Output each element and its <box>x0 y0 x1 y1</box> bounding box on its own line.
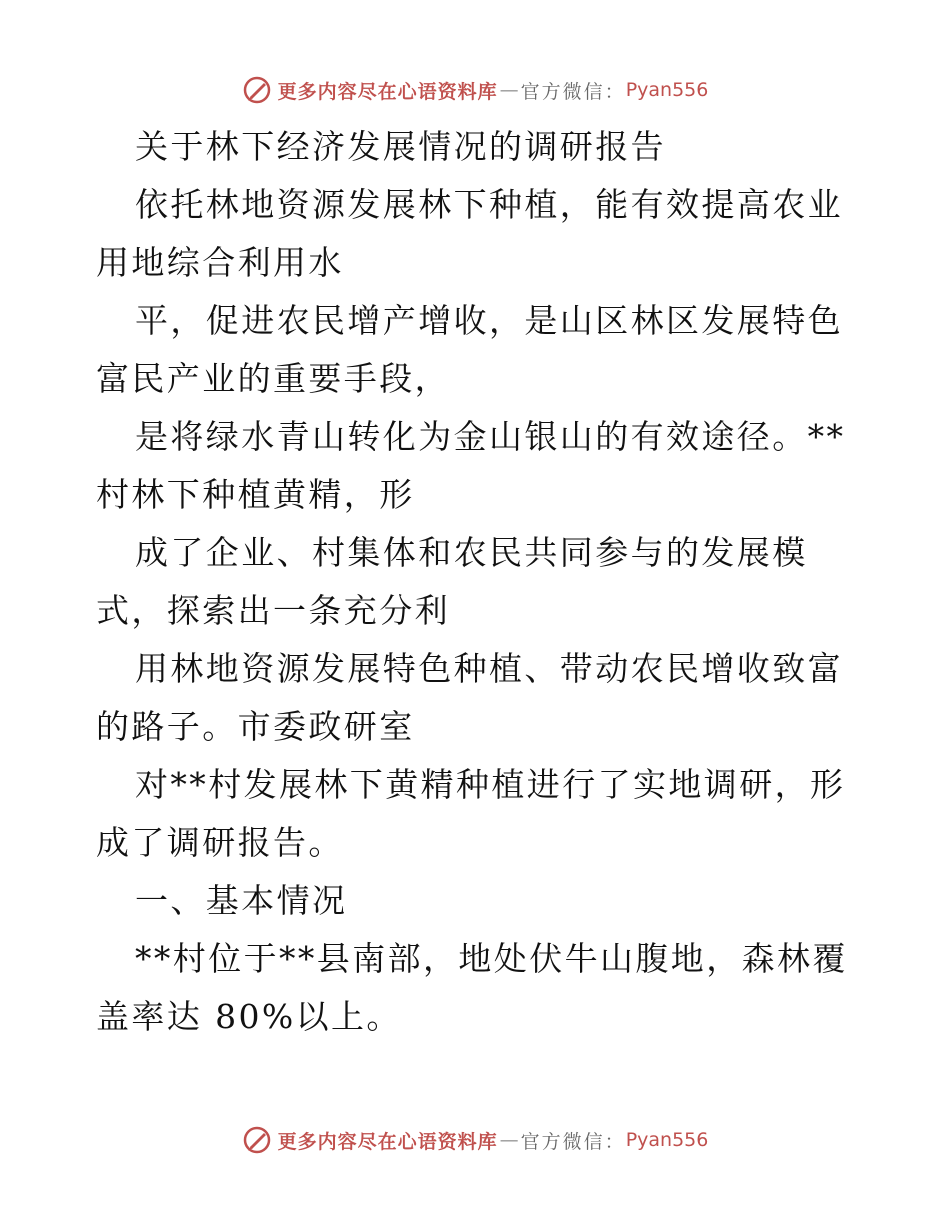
banner-official-label: 官方微信： <box>520 80 626 103</box>
paragraph: 对**村发展林下黄精种植进行了实地调研，形成了调研报告。 <box>96 765 846 862</box>
paragraph: 平，促进农民增产增收，是山区林区发展特色富民产业的重要手段， <box>96 301 843 398</box>
quill-pen-logo-icon <box>242 75 272 105</box>
banner-dash: — <box>499 1129 519 1151</box>
paragraph: 是将绿水青山转化为金山银山的有效途径。**村林下种植黄精，形 <box>96 417 846 514</box>
banner-wechat-id: Pyan556 <box>625 1129 709 1151</box>
paragraph: **村位于**县南部，地处伏牛山腹地，森林覆盖率达 80%以上。 <box>96 939 848 1036</box>
quill-pen-logo-icon <box>242 1125 272 1155</box>
banner-dash: — <box>499 79 519 101</box>
banner-brand-text: 更多内容尽在心语资料库 <box>277 1130 498 1153</box>
banner-official-label: 官方微信： <box>520 1130 626 1153</box>
section-heading: 一、基本情况 <box>135 881 348 920</box>
document-body <box>96 118 856 1046</box>
document-title: 关于林下经济发展情况的调研报告 <box>135 127 666 166</box>
banner-wechat-id: Pyan556 <box>625 79 709 101</box>
paragraph: 用林地资源发展特色种植、带动农民增收致富的路子。市委政研室 <box>96 649 843 746</box>
banner-brand-text: 更多内容尽在心语资料库 <box>277 80 498 103</box>
footer-watermark-banner <box>0 1120 950 1160</box>
paragraph: 成了企业、村集体和农民共同参与的发展模式，探索出一条充分利 <box>96 533 808 630</box>
header-watermark-banner <box>0 70 950 110</box>
paragraph: 依托林地资源发展林下种植，能有效提高农业用地综合利用水 <box>96 185 843 282</box>
